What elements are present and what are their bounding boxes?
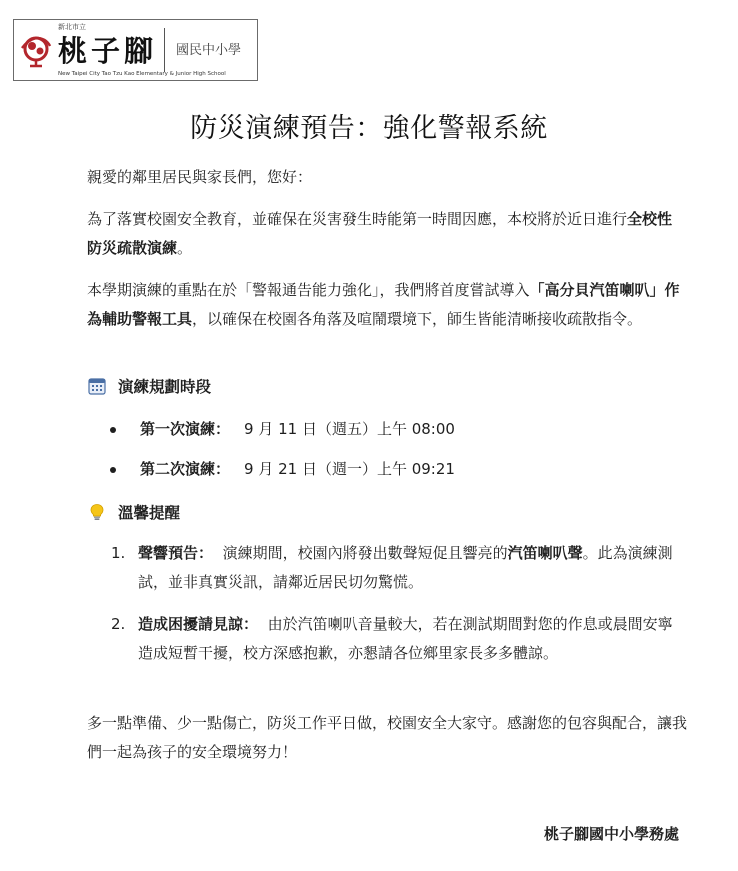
school-seal-icon xyxy=(18,32,54,68)
drill-label: 第二次演練： xyxy=(140,460,231,478)
intro-end: 。 xyxy=(177,239,193,257)
list-item xyxy=(111,539,687,597)
list-item xyxy=(111,610,687,668)
school-logo xyxy=(13,19,258,81)
reminder-text xyxy=(138,539,687,597)
reminder-end: 。此為演練測試，並非真實災訊，請鄰近居民切勿驚慌。 xyxy=(138,544,673,591)
list-number: 2. xyxy=(111,615,126,633)
reminder-body: 演練期間，校園內將發出數聲短促且響亮的 xyxy=(222,544,508,562)
logo-divider xyxy=(164,28,165,72)
reminder-bold: 汽笛喇叭聲 xyxy=(507,544,583,562)
intro-paragraph xyxy=(87,205,687,263)
lightbulb-icon xyxy=(88,503,106,521)
list-number: 1. xyxy=(111,544,126,562)
closing-paragraph: 多一點準備、少一點傷亡，防災工作平日做，校園安全大家守。感謝您的包容與配合，讓我們一起為孩子的安全環境努力！ xyxy=(87,714,688,761)
schedule-heading-text: 演練規劃時段 xyxy=(118,378,212,396)
focus-bold: 「高分貝汽笛喇叭」作為輔助警報工具 xyxy=(87,281,680,328)
reminder-label: 聲響預告： xyxy=(138,544,214,562)
reminder-body: 由於汽笛喇叭音量較大，若在測試期間對您的作息或晨間安寧造成短暫干擾，校方深感抱歉，亦懇請各位鄉里家長多多體諒。 xyxy=(138,615,673,662)
reminder-heading xyxy=(88,501,180,523)
list-item xyxy=(110,455,455,484)
greeting: 親愛的鄰里居民與家長們，您好： xyxy=(87,168,313,186)
calendar-icon xyxy=(88,377,106,395)
drill-label: 第一次演練： xyxy=(140,420,231,438)
intro-text: 為了落實校園安全教育，並確保在災害發生時能第一時間因應，本校將於近日進行 xyxy=(87,210,628,228)
focus-end: ，以確保在校園各角落及喧鬧環境下，師生皆能清晰接收疏散指令。 xyxy=(192,310,643,328)
logo-brand: 桃子腳 xyxy=(58,34,158,68)
reminder-text xyxy=(138,610,687,668)
logo-caption: 新北市立 xyxy=(58,23,86,31)
drill-date: 9 月 11 日（週五）上午 08:00 xyxy=(244,420,455,438)
logo-english-name: New Taipei City Tao Tzu Kao Elementary & Junior High School xyxy=(58,71,226,77)
list-item xyxy=(110,415,455,444)
reminder-label: 造成困擾請見諒： xyxy=(138,615,259,633)
logo-school-name: 國民中小學 xyxy=(176,43,242,58)
focus-text: 本學期演練的重點在於「警報通告能力強化」，我們將首度嘗試導入 xyxy=(87,281,530,299)
bullet-dot xyxy=(110,427,116,433)
signature: 桃子腳國中小學務處 xyxy=(543,825,679,843)
bullet-dot xyxy=(110,467,116,473)
focus-paragraph xyxy=(87,276,687,334)
schedule-heading xyxy=(88,375,211,397)
page-title: 防災演練預告：強化警報系統 xyxy=(190,113,548,144)
intro-bold: 全校性防災疏散演練 xyxy=(87,210,673,257)
drill-date: 9 月 21 日（週一）上午 09:21 xyxy=(244,460,455,478)
reminder-heading-text: 溫馨提醒 xyxy=(118,504,181,522)
